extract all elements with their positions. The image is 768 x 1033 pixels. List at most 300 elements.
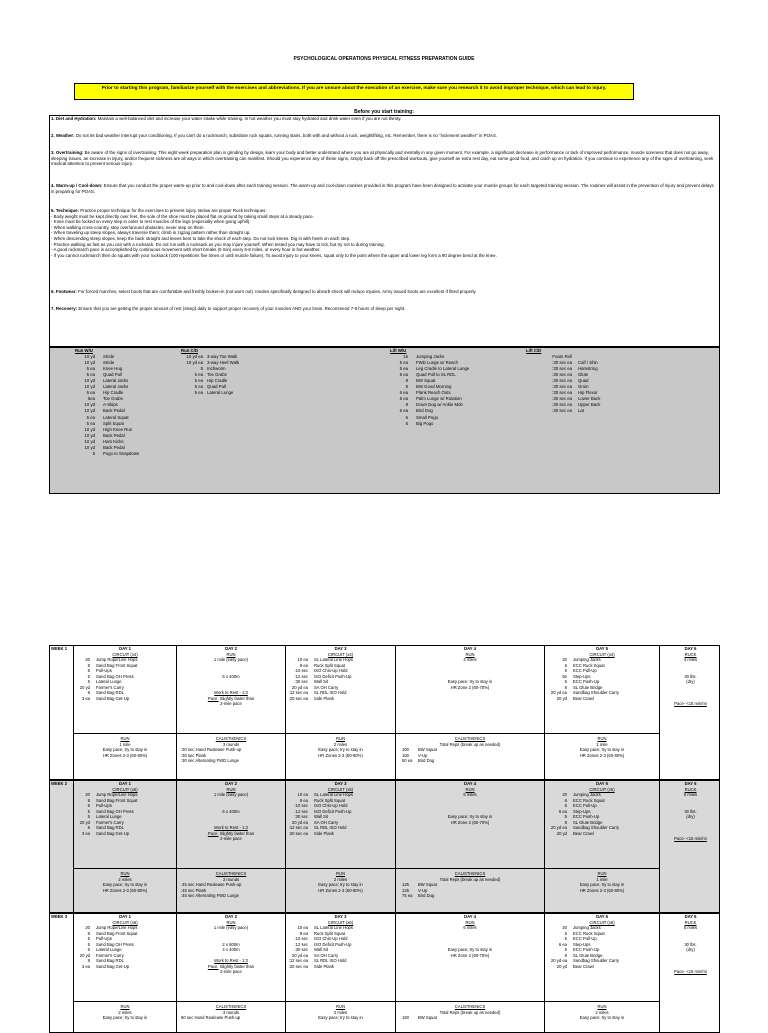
secondary-line: :45 sec Alternating FWD Lunge	[181, 893, 239, 899]
exercise-qty: :12 sec	[294, 808, 308, 814]
secondary-line: Easy pace; try to stay in	[102, 882, 148, 888]
warmup-exercise: Quad Pull	[103, 372, 122, 378]
day-cell-day6	[660, 781, 720, 912]
day-line: Work to Rest - 1:3	[214, 825, 248, 831]
exercise-name: Sandbag Shoulder Carry	[573, 825, 620, 831]
exercise-name: ISO Deficit Push-Up	[314, 808, 352, 814]
day-heading: DAY 1	[119, 781, 131, 786]
exercise-qty: :30 sec	[294, 814, 308, 820]
exercise-name: SL RDL ISO Hold	[314, 958, 347, 964]
exercise-name: Sand Bag Front Squat	[96, 662, 138, 668]
warmup-qty: :30 sec ea	[552, 372, 572, 378]
warmup-qty: 5 ea	[194, 390, 203, 396]
warmup-qty: 6	[405, 414, 408, 420]
day-cell-day5	[545, 914, 660, 1032]
day-line: 4 miles	[463, 657, 477, 663]
exercise-qty: 6	[564, 930, 567, 936]
exercise-qty: 5	[564, 668, 567, 674]
exercise-name: Jump Rope/Line Hops	[96, 657, 138, 663]
day-heading: DAY 6	[684, 646, 697, 651]
exercise-qty: 20 yd ea	[550, 825, 567, 831]
warmup-qty: Foam Roll	[552, 354, 572, 360]
exercise-name: Sandbag Shoulder Carry	[573, 690, 620, 696]
day-bottom	[177, 733, 285, 764]
day-heading: DAY 4	[464, 914, 476, 919]
exercise-qty: :12 sec ea	[288, 825, 308, 831]
exercise-name: SL RDL ISO Hold	[314, 690, 347, 696]
exercise-name: Jumping Jacks	[573, 657, 601, 663]
secondary-heading: RUN	[120, 871, 130, 876]
exercise-qty: 6	[564, 662, 567, 668]
exercise-name: ECC Push-Up	[573, 814, 600, 820]
exercise-row	[288, 696, 395, 702]
warmup-qty: 5 ea	[86, 366, 95, 372]
warmup-qty: :30 sec ea	[552, 402, 572, 408]
day-bottom	[545, 868, 659, 893]
warmup-exercise: Big Pogo	[416, 420, 434, 426]
day-top	[177, 914, 285, 975]
exercise-name: Sand Bag Get-Up	[96, 963, 130, 969]
warmup-exercise: Ham Kicks	[103, 438, 124, 444]
warmup-exercise: Stride	[103, 360, 115, 366]
warmup-qty: 8	[405, 402, 408, 408]
exercise-name: Farmer's Carry	[96, 684, 124, 690]
exercise-qty: :10 sec	[294, 803, 308, 809]
exercise-name: Step-Ups	[573, 808, 591, 814]
warmup-qty: :30 sec ea	[552, 408, 572, 414]
day-top	[396, 914, 544, 958]
exercise-qty: :12 sec ea	[288, 958, 308, 964]
exercise-qty: 8 ea	[299, 930, 308, 936]
day-bottom	[286, 1001, 395, 1021]
day-line: 30 lbs.	[684, 808, 697, 814]
run-cooldown-column	[181, 348, 239, 396]
day-line: (dry)	[686, 814, 695, 820]
secondary-line: Total Reps (break up as needed)	[439, 876, 501, 882]
secondary-line: :30 sec Alternating FWD Lunge	[181, 758, 239, 764]
warmup-exercise: Knee Hug	[103, 366, 123, 372]
note-5-sub: - Knee must be locked on every step in order to rest muscles of the legs (especially when going uphill).	[51, 219, 251, 225]
secondary-line: 1 mile	[119, 741, 131, 747]
day-top	[177, 781, 285, 842]
pace-detail: 2-mile pace	[220, 969, 242, 975]
exercise-name: Wall Sit	[314, 679, 329, 685]
warmup-qty: :30 sec ea	[552, 360, 572, 366]
exercise-qty: 20	[85, 925, 90, 931]
warmup-qty: :30 sec ea	[552, 378, 572, 384]
day-heading: DAY 4	[464, 646, 476, 651]
warmup-qty: :30 sec ea	[552, 390, 572, 396]
calisthenics-qty: 150	[402, 1015, 409, 1021]
day-heading: DAY 2	[225, 646, 237, 651]
secondary-line: 2 miles	[333, 876, 348, 882]
exercise-name: SL Lateral Line Hops	[314, 792, 353, 798]
pace-text: Slightly faster than	[218, 963, 255, 969]
warmup-exercise: Back Pedal	[103, 444, 125, 450]
day-bottom	[177, 1001, 285, 1021]
day-top	[286, 914, 395, 969]
day-top	[286, 646, 395, 701]
exercise-qty: 20	[562, 925, 567, 931]
day-line: Pace- <15 min/mi	[674, 969, 707, 975]
exercise-qty: 20	[562, 657, 567, 663]
warmup-qty: 10 yd	[84, 444, 95, 450]
day-line: Pace- <15 min/mi	[674, 701, 707, 707]
secondary-heading: RUN	[597, 871, 607, 876]
exercise-qty: 5	[564, 814, 567, 820]
day-subheading: CIRCUIT (x6)	[112, 919, 138, 925]
day-heading: DAY 5	[596, 781, 608, 786]
warmup-row	[390, 421, 469, 427]
secondary-line: Easy pace; try to stay in	[318, 1015, 363, 1021]
exercise-qty: 5	[564, 679, 567, 685]
exercise-row	[547, 831, 659, 837]
note-6: 6. Footwear: For forced marches, select boots that are comfortable and freshly broken-in (not worn out). Insoles specifically designed to absorb shock will reduce injuries. Army issued boots are excellent if fitted properly.	[51, 289, 477, 294]
secondary-heading: RUN	[335, 1004, 346, 1009]
exercise-qty: 8	[87, 825, 90, 831]
exercise-qty: 3 ea	[81, 963, 90, 969]
before-training-heading: Before you start training:	[354, 109, 414, 115]
day-line: 5 miles	[463, 792, 477, 798]
exercise-qty: 5	[87, 668, 90, 674]
exercise-row	[288, 831, 395, 837]
exercise-qty: 6 ea	[558, 941, 567, 947]
secondary-heading: RUN	[597, 736, 607, 741]
secondary-line: Total Reps (break up as needed)	[439, 1009, 501, 1015]
day-line: 4 miles	[683, 657, 698, 663]
day-line: Work to Rest - 1:3	[214, 958, 248, 964]
exercise-name: SA OH Carry	[314, 819, 339, 825]
warmup-exercise: Lower Back	[578, 396, 601, 402]
week-label: WEEK 3	[50, 914, 74, 1032]
exercise-qty: 5	[87, 947, 90, 953]
exercise-name: SL RDL ISO Hold	[314, 825, 347, 831]
exercise-name: Wall Sit	[314, 814, 329, 820]
day-subheading: RUN	[226, 786, 236, 792]
warmup-qty: 8	[405, 384, 408, 390]
day-line: (dry)	[686, 947, 695, 953]
secondary-line: HR Zones 2-3 (60-80%)	[318, 887, 363, 893]
day-line: 5 miles	[683, 792, 698, 798]
day-line: 5 miles	[683, 925, 698, 931]
day-line: 2 x 800m	[222, 941, 240, 947]
day-cell-day4	[396, 646, 545, 779]
secondary-line: Total Reps (break up as needed)	[439, 741, 501, 747]
secondary-heading: CALISTHENICS	[454, 1004, 486, 1009]
secondary-heading: CALISTHENICS	[215, 871, 247, 876]
secondary-line: Easy pace; try to stay in	[318, 747, 363, 753]
calisthenics-qty: 100	[402, 752, 409, 758]
day-heading: DAY 5	[596, 646, 608, 651]
exercise-row	[78, 696, 176, 702]
warmup-exercise: BW Good Morning	[416, 384, 452, 390]
exercise-name: Sand Bag OH Press	[96, 941, 134, 947]
calisthenics-name: BW Squat	[418, 882, 437, 888]
warmup-exercise: Upper Back	[578, 402, 601, 408]
exercise-name: SL Glute Bridge	[573, 819, 603, 825]
exercise-name: Jumping Jacks	[573, 925, 601, 931]
exercise-qty: 20	[85, 657, 90, 663]
exercise-name: Sand Bag RDL	[96, 825, 124, 831]
exercise-qty: :10 sec	[294, 668, 308, 674]
exercise-row	[547, 696, 659, 702]
exercise-name: ISO Deficit Push-Up	[314, 941, 352, 947]
warmup-exercise: Jumping Jacks	[416, 354, 445, 360]
day-line: Work to Rest - 1:3	[214, 690, 248, 696]
warmup-exercise: Lateral Jacks	[103, 378, 129, 384]
exercise-name: Step-Ups	[573, 941, 591, 947]
exercise-qty: 8 ea	[299, 662, 308, 668]
secondary-heading: RUN	[335, 736, 346, 741]
exercise-name: ECC Pull-Up	[573, 936, 597, 942]
exercise-qty: 5	[87, 803, 90, 809]
secondary-heading: RUN	[120, 1004, 130, 1009]
day-top	[396, 646, 544, 690]
warmup-exercise: Lateral Jacks	[103, 384, 129, 390]
exercise-qty: :30 sec	[294, 947, 308, 953]
note-7: 7. Recovery: Ensure that you are getting the proper amount of rest (sleep) daily to support proper recovery of your muscles AND your brain. Recommend 7-8 hours of sleep per night.	[51, 306, 406, 311]
warmup-exercise: Leg Cradle to Lateral Lunge	[416, 366, 470, 372]
secondary-line: 3 rounds	[222, 876, 240, 882]
warmup-qty: 10 yd	[84, 402, 95, 408]
day-line: (dry)	[686, 679, 695, 685]
warmup-exercise: Bird Dog	[416, 408, 433, 414]
warmup-qty: 10 yd ea	[186, 354, 203, 360]
day-line: 6 x 400m	[222, 808, 240, 814]
exercise-qty: 8	[87, 690, 90, 696]
warmup-row	[181, 390, 239, 396]
exercise-name: Side Plank	[314, 695, 335, 701]
warmup-exercise: Hip Flexor	[578, 390, 598, 396]
day-cell-day3	[286, 646, 396, 779]
week-label: WEEK 2	[50, 781, 74, 912]
exercise-qty: 6	[564, 797, 567, 803]
day-bottom	[74, 868, 176, 893]
day-subheading: RUN	[226, 919, 236, 925]
exercise-name: Farmer's Carry	[96, 952, 124, 958]
day-top	[286, 781, 395, 836]
day-bottom	[286, 733, 395, 758]
lift-cooldown-column	[526, 348, 600, 415]
exercise-qty: 20 yd	[79, 684, 90, 690]
day-subheading: CIRCUIT (x4)	[112, 651, 138, 657]
day-subheading: CIRCUIT (x4)	[327, 651, 354, 657]
exercise-name: ISO Deficit Push-Up	[314, 673, 352, 679]
warmup-exercise: Toe Grabs	[207, 372, 227, 378]
warmup-exercise: Quad	[578, 378, 589, 384]
warmup-qty: 8	[405, 378, 408, 384]
calisthenics-qty: 75 ea	[402, 893, 413, 899]
secondary-heading: RUN	[120, 736, 130, 741]
warmup-qty: 6 ea	[399, 390, 408, 396]
day-bottom	[545, 1001, 659, 1021]
exercise-qty: 8	[87, 662, 90, 668]
exercise-name: Step-Ups	[573, 673, 591, 679]
day-subheading: RUCK	[684, 651, 697, 657]
warmup-qty: 5 ea	[86, 390, 95, 396]
exercise-name: Pull-Ups	[96, 803, 112, 809]
calisthenics-row	[396, 893, 544, 899]
day-line: 30 lbs.	[684, 941, 697, 947]
secondary-line: 2 miles	[333, 1009, 348, 1015]
exercise-name: Jump Rope/Line Hops	[96, 792, 138, 798]
secondary-line: HR Zones 2-3 (60-80%)	[102, 752, 148, 758]
exercise-qty: 10 ea	[297, 792, 308, 798]
exercise-name: Ruck Split Squat	[314, 662, 345, 668]
day-top	[396, 781, 544, 825]
day-subheading: CIRCUIT (x4)	[589, 651, 615, 657]
exercise-qty: 20 yd ea	[291, 684, 308, 690]
day-line: 4 x 400m	[222, 947, 240, 953]
warmup-exercise: BW Squat	[416, 378, 436, 384]
pace-text: Slightly faster than	[218, 695, 255, 701]
exercise-name: ECC Pull-Up	[573, 803, 597, 809]
exercise-name: Sand Bag RDL	[96, 958, 124, 964]
week-2-block	[49, 780, 720, 913]
secondary-line: HR Zones 2-3 (60-80%)	[318, 752, 363, 758]
exercise-qty: 8	[87, 958, 90, 964]
day-bottom	[545, 733, 659, 758]
exercise-name: SA OH Carry	[314, 684, 339, 690]
secondary-line: 2 miles	[118, 1009, 132, 1015]
calisthenics-name: Bird Dog	[418, 758, 435, 764]
secondary-heading: RUN	[597, 1004, 607, 1009]
warmup-qty: :30 sec ea	[552, 366, 572, 372]
exercise-qty: 20 yd	[556, 963, 567, 969]
exercise-qty: 5	[87, 679, 90, 685]
day-cell-day3	[286, 914, 396, 1032]
day-cell-day6	[660, 646, 720, 779]
warmup-qty: :30 sec ea	[552, 384, 572, 390]
warmup-qty: :30 sec ea	[552, 396, 572, 402]
exercise-name: Bear Crawl	[573, 695, 594, 701]
secondary-heading: CALISTHENICS	[454, 871, 486, 876]
secondary-line: 1 mile	[596, 741, 608, 747]
day-cell-day2	[177, 781, 286, 912]
exercise-qty: 5	[564, 936, 567, 942]
exercise-name: Sand Bag Front Squat	[96, 797, 138, 803]
calisthenics-qty: 50 ea	[402, 758, 413, 764]
note-5-sub: - When walking cross-country, step over/around obstacles; never step on them.	[51, 224, 205, 230]
warmup-exercise: 3-way Heel Walk	[207, 360, 240, 366]
day-heading: DAY 6	[684, 914, 697, 919]
note-5: 5. Technique: Practice proper technique for the exercises to prevent injury. Below are proper Ruck techniques: - Body weight must be kept directly over feet, the sole of the shoe must be placed flat on ground by taking small steps at a steady pace. - Knee must be locked on every step in order to rest muscles of the legs (especially when going uphill). - When walking cross-country, step over/around obstacles; never step on them. - When traveling up steep slopes, always traverse them; climb in zigzag pattern rather than straight up. - When descending steep slopes, keep the back straight and knees bent to take the shock of each step. Do not lock knees. Dig in with heels on each step. - Practice walking as fast as you can with a rucksack. Do not run with a rucksack as you may injure yourself. When tested you may have to trot, but try not to during training. - A good ruckmarch pace is accomplished by continuous movement with short breaks (5 min) every 6-8 miles, or every hour in hot weather. - If you cannot ruckmarch then do squats with your rucksack (100 repetitions five times or until muscle failure). To avoid injury to your knees, squat only to the point where the upper and lower leg form a 90 degree bend at the knee.	[51, 208, 717, 258]
exercise-name: ECC Ruck Squat	[573, 662, 605, 668]
warmup-qty: 5 ea	[86, 420, 95, 426]
warmup-exercise: 3-way Toe Walk	[207, 354, 238, 360]
warmup-column-heading: Lift W/U	[390, 348, 407, 353]
warmup-exercise: Pogo to Snapdown	[103, 450, 140, 456]
day-line: 1 mile (easy pace)	[213, 925, 249, 931]
warmup-qty: 10 yd ea	[186, 360, 203, 366]
day-line: HR Zone 2 (60-70%)	[450, 684, 490, 690]
exercise-qty: 20	[85, 792, 90, 798]
warmup-exercise: Palm Lunge w/ Rotation	[416, 396, 462, 402]
day-subheading: RUCK	[684, 919, 697, 925]
day-heading: DAY 4	[464, 781, 476, 786]
note-5-sub: - A good ruckmarch pace is accomplished by continuous movement with short breaks (5 min) every 6-8 miles, or every hour in hot weather.	[51, 247, 321, 253]
exercise-qty: 5	[564, 803, 567, 809]
exercise-qty: :12 sec	[294, 941, 308, 947]
day-bottom	[74, 733, 176, 758]
day-top	[74, 781, 176, 836]
pace-label: Pace:	[207, 830, 219, 836]
secondary-line: 3 rounds	[222, 1009, 240, 1015]
day-top	[545, 646, 659, 701]
note-5-sub: - Body weight must be kept directly over feet, the sole of the shoe must be placed flat on ground by taking small steps at a steady pace.	[51, 213, 314, 219]
day-cell-day1	[74, 646, 177, 779]
exercise-name: SL Lateral Line Hops	[314, 925, 353, 931]
exercise-qty: 20 yd ea	[291, 819, 308, 825]
warmup-qty: 5 ea	[399, 360, 408, 366]
warmup-qty: 5 ea	[399, 396, 408, 402]
warmup-exercise: Quad Pull	[207, 384, 226, 390]
day-line: 6 miles	[463, 925, 477, 931]
exercise-name: ISO Chin-Up Hold	[314, 936, 348, 942]
secondary-line: Easy pace; try to stay in	[579, 747, 625, 753]
exercise-qty: 20 yd ea	[550, 958, 567, 964]
day-line: Easy pace; try to stay in	[447, 679, 493, 685]
warmup-column-heading: Run W/U	[75, 348, 93, 353]
calisthenics-name: BW Squat	[418, 747, 437, 753]
exercise-name: Sand Bag OH Press	[96, 673, 134, 679]
warmup-exercise: Hip Cradle	[207, 378, 228, 384]
day-bottom	[177, 868, 285, 899]
warmup-qty: 6 ea	[399, 408, 408, 414]
warmup-qty: 10 yd	[84, 354, 95, 360]
day-top	[660, 646, 720, 707]
day-line: Easy pace; try to stay in	[447, 947, 493, 953]
exercise-qty: :20 sec ea	[288, 830, 308, 836]
exercise-name: Bear Crawl	[573, 830, 594, 836]
exercise-qty: 5	[87, 814, 90, 820]
exercise-name: ECC Push-Up	[573, 679, 600, 685]
day-cell-day5	[545, 781, 660, 912]
warmup-qty: 5	[92, 450, 95, 456]
calisthenics-name: V-Up	[418, 752, 428, 758]
exercise-qty: :12 sec	[294, 673, 308, 679]
day-cell-day4	[396, 781, 545, 912]
calisthenics-name: Bird Dog	[418, 893, 435, 899]
run-warmup-column	[75, 348, 139, 457]
warmup-qty: 10 yd	[84, 384, 95, 390]
day-cell-day2	[177, 914, 286, 1032]
pace-label: Pace:	[207, 963, 219, 969]
exercise-name: ECC Push-Up	[573, 947, 600, 953]
day-cell-day1	[74, 914, 177, 1032]
exercise-qty: 8	[564, 684, 567, 690]
exercise-qty: 8	[564, 952, 567, 958]
warmup-exercise: Hip Cradle	[103, 390, 124, 396]
day-cell-day5	[545, 646, 660, 779]
day-heading: DAY 2	[225, 914, 237, 919]
warmup-exercise: Inchworm	[207, 366, 226, 372]
secondary-line: 2 miles	[595, 1009, 609, 1015]
warmup-exercise: Plank Reach Outs	[416, 390, 451, 396]
exercise-qty: 5	[87, 936, 90, 942]
secondary-line: Easy pace; try to stay in	[102, 1015, 148, 1021]
day-bottom	[396, 1001, 544, 1021]
exercise-qty: 3 ea	[81, 830, 90, 836]
secondary-line: Easy pace; try to stay in	[579, 882, 625, 888]
secondary-line: :45 sec Hand Realease Push-up	[181, 882, 242, 888]
warmup-exercise: Back Pedal	[103, 432, 125, 438]
warmup-exercise: FWD Lunge w/ Reach	[416, 360, 459, 366]
exercise-name: ISO Chin-Up Hold	[314, 668, 348, 674]
exercise-qty: 20 yd ea	[550, 690, 567, 696]
exercise-qty: 20 yd	[556, 830, 567, 836]
day-line: 30 lbs.	[684, 673, 697, 679]
